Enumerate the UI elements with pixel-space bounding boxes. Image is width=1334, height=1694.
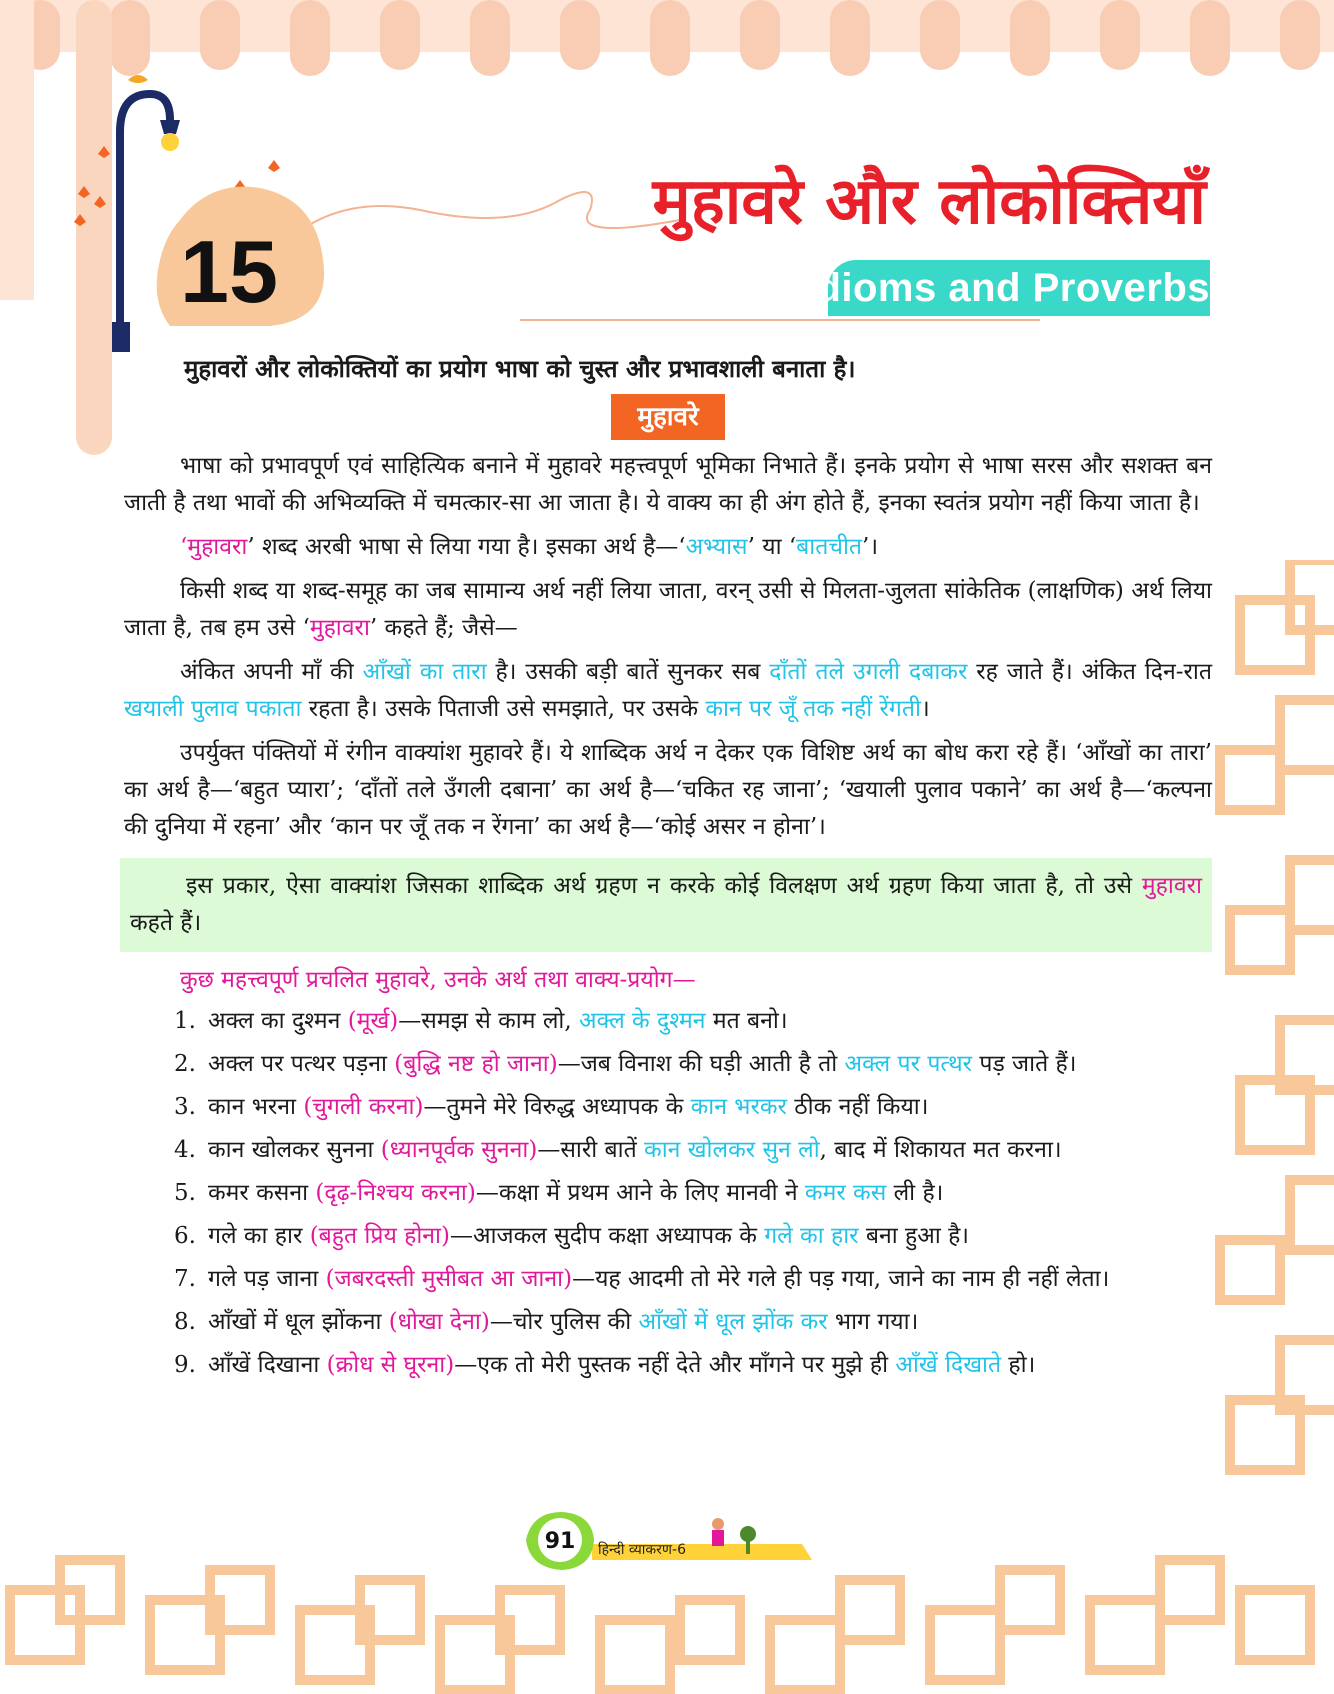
paragraph-5: उपर्युक्त पंक्तियों में रंगीन वाक्यांश मुहावरे हैं। ये शाब्दिक अर्थ न देकर एक विशिष्ट अर्थ का बोध करा रहे हैं। ‘आँखों का तारा’ का अर्थ है—‘बहुत प्यारा’; ‘दाँतों तले उँगली दबाना’ का अर्थ है—‘चकित रह जाना’; ‘खयाली पुलाव पकाने’ का अर्थ है—‘कल्पना की दुनिया में रहना’ और ‘कान पर जूँ तक न रेंगना’ का अर्थ है—‘कोई असर न होना’। [124, 740, 1212, 840]
item-idiom: गले पड़ जाना [208, 1266, 326, 1292]
p2-quote-open: ‘ [180, 534, 188, 560]
definition-text-2: कहते हैं। [130, 910, 202, 936]
page-title: मुहावरे और लोकोक्तियाँ [652, 165, 1206, 239]
list-heading: कुछ महत्त्वपूर्ण प्रचलित मुहावरे, उनके अर्थ तथा वाक्य-प्रयोग— [180, 967, 696, 993]
p4-text-2: है। उसकी बड़ी बातें सुनकर सब [486, 659, 770, 685]
definition-text [130, 868, 1202, 942]
item-sentence: —तुमने मेरे विरुद्ध अध्यापक के [423, 1094, 691, 1120]
paragraph-1: भाषा को प्रभावपूर्ण एवं साहित्यिक बनाने में मुहावरे महत्त्वपूर्ण भूमिका निभाते हैं। इनके प्रयोग से भाषा सरस और सशक्त बन जाती है तथा भावों की अभिव्यक्ति में चमत्कार-सा आ जाता है। ये वाक्य का ही अंग होते हैं, इनका स्वतंत्र प्रयोग नहीं किया जाता है। [124, 453, 1212, 516]
p3-word-muhavara: मुहावरा [309, 615, 370, 641]
item-sentence-end: हो। [1001, 1352, 1036, 1378]
item-highlight: आँखों में धूल झोंक कर [638, 1309, 828, 1335]
item-meaning: (बहुत प्रिय होना) [309, 1223, 450, 1249]
item-sentence-end: बना हुआ है। [858, 1223, 970, 1249]
section-heading-wrap [124, 394, 1212, 440]
item-meaning: (क्रोध से घूरना) [326, 1352, 455, 1378]
item-sentence: —जब विनाश की घड़ी आती है तो [557, 1051, 845, 1077]
p2-word-muhavara: मुहावरा [187, 534, 248, 560]
item-sentence-end: ठीक नहीं किया। [786, 1094, 929, 1120]
definition-box [120, 858, 1212, 952]
item-sentence: —कक्षा में प्रथम आने के लिए मानवी ने [475, 1180, 805, 1206]
p2-text-3: ’। [862, 534, 879, 560]
chapter-number: 15 [180, 222, 278, 321]
item-number: 7. [174, 1266, 196, 1292]
p2-text-2: ’ या ‘ [747, 534, 797, 560]
item-highlight: गले का हार [764, 1223, 859, 1249]
item-meaning: (ध्यानपूर्वक सुनना) [380, 1137, 538, 1163]
list-item [124, 1175, 1212, 1212]
item-idiom: अक्ल का दुश्मन [208, 1008, 348, 1034]
list-item [124, 1304, 1212, 1341]
item-highlight: कमर कस [804, 1180, 887, 1206]
p2-text-1: ’ शब्द अरबी भाषा से लिया गया है। इसका अर्थ है—‘ [247, 534, 686, 560]
item-meaning: (दृढ़-निश्चय करना) [315, 1180, 476, 1206]
intro-line: मुहावरों और लोकोक्तियों का प्रयोग भाषा को चुस्त और प्रभावशाली बनाता है। [184, 354, 856, 383]
p4-idiom-2: दाँतों तले उगली दबाकर [769, 659, 968, 685]
item-number: 4. [174, 1137, 196, 1163]
section-heading: मुहावरे [611, 394, 724, 440]
item-idiom: कमर कसना [208, 1180, 316, 1206]
list-item [124, 1046, 1212, 1083]
p2-word-abhyas: अभ्यास [685, 534, 748, 560]
item-number: 8. [174, 1309, 196, 1335]
item-highlight: अक्ल के दुश्मन [579, 1008, 706, 1034]
definition-text-1: इस प्रकार, ऐसा वाक्यांश जिसका शाब्दिक अर्थ ग्रहण न करके कोई विलक्षण अर्थ ग्रहण किया जाता है, तो उसे [186, 873, 1142, 899]
p4-idiom-1: आँखों का तारा [362, 659, 487, 685]
page-number: 91 [544, 1529, 576, 1554]
p4-text-3: रह जाते हैं। अंकित दिन-रात [967, 659, 1212, 685]
p3-text-1: किसी शब्द या शब्द-समूह का जब सामान्य अर्थ नहीं लिया जाता, वरन् उसी से मिलता-जुलता सांकेतिक (लाक्षणिक) अर्थ लिया जाता है, तब हम उसे ‘ [124, 578, 1212, 641]
p4-text-5: । [920, 696, 930, 722]
list-item [124, 1261, 1212, 1298]
p2-word-baatcheet: बातचीत [796, 534, 863, 560]
item-sentence: —आजकल सुदीप कक्षा अध्यापक के [450, 1223, 765, 1249]
item-number: 2. [174, 1051, 196, 1077]
item-idiom: गले का हार [208, 1223, 310, 1249]
list-item [124, 1132, 1212, 1169]
idiom-list [124, 1003, 1212, 1384]
list-item [124, 1003, 1212, 1040]
book-name: हिन्दी व्याकरण-6 [598, 1542, 686, 1558]
item-sentence-end: भाग गया। [827, 1309, 919, 1335]
item-highlight: अक्ल पर पत्थर [844, 1051, 973, 1077]
p4-text-4: रहता है। उसके पिताजी उसे समझाते, पर उसके [301, 696, 706, 722]
p4-idiom-4: कान पर जूँ तक नहीं रेंगती [705, 696, 921, 722]
p4-idiom-3: खयाली पुलाव पकाता [124, 696, 302, 722]
paragraph-4 [124, 654, 1212, 728]
item-number: 1. [174, 1008, 196, 1034]
item-meaning: (चुगली करना) [303, 1094, 424, 1120]
p4-text-1: अंकित अपनी माँ की [180, 659, 363, 685]
main-content [124, 350, 1212, 1390]
item-meaning: (मूर्ख) [347, 1008, 399, 1034]
item-sentence: —यह आदमी तो मेरे गले ही पड़ गया, जाने का नाम ही नहीं लेता। [572, 1266, 1110, 1292]
item-number: 5. [174, 1180, 196, 1206]
awning-decoration [0, 0, 1334, 90]
list-item [124, 1089, 1212, 1126]
item-meaning: (धोखा देना) [388, 1309, 490, 1335]
item-number: 6. [174, 1223, 196, 1249]
item-idiom: कान खोलकर सुनना [208, 1137, 381, 1163]
item-idiom: कान भरना [208, 1094, 304, 1120]
paragraph-2 [124, 529, 1212, 566]
page-subtitle: Idioms and Proverbs [804, 266, 1210, 310]
item-sentence-end: मत बनो। [705, 1008, 788, 1034]
item-sentence-end: , बाद में शिकायत मत करना। [819, 1137, 1062, 1163]
item-highlight: आँखें दिखाते [895, 1352, 1002, 1378]
definition-word: मुहावरा [1141, 873, 1202, 899]
item-highlight: कान खोलकर सुन लो [644, 1137, 820, 1163]
item-idiom: आँखें दिखाना [208, 1352, 327, 1378]
item-sentence: —समझ से काम लो, [398, 1008, 580, 1034]
item-sentence: —एक तो मेरी पुस्तक नहीं देते और माँगने पर मुझे ही [454, 1352, 896, 1378]
item-meaning: (जबरदस्ती मुसीबत आ जाना) [325, 1266, 573, 1292]
item-sentence-end: पड़ जाते हैं। [972, 1051, 1077, 1077]
item-idiom: अक्ल पर पत्थर पड़ना [208, 1051, 395, 1077]
p3-text-2: ’ कहते हैं; जैसे— [369, 615, 518, 641]
list-item [124, 1347, 1212, 1384]
item-highlight: कान भरकर [690, 1094, 787, 1120]
list-item [124, 1218, 1212, 1255]
paragraph-3 [124, 573, 1212, 647]
item-number: 9. [174, 1352, 196, 1378]
item-number: 3. [174, 1094, 196, 1120]
item-sentence: —चोर पुलिस की [489, 1309, 639, 1335]
item-idiom: आँखों में धूल झोंकना [208, 1309, 389, 1335]
item-sentence: —सारी बातें [537, 1137, 645, 1163]
item-sentence-end: ली है। [886, 1180, 944, 1206]
item-meaning: (बुद्धि नष्ट हो जाना) [394, 1051, 558, 1077]
